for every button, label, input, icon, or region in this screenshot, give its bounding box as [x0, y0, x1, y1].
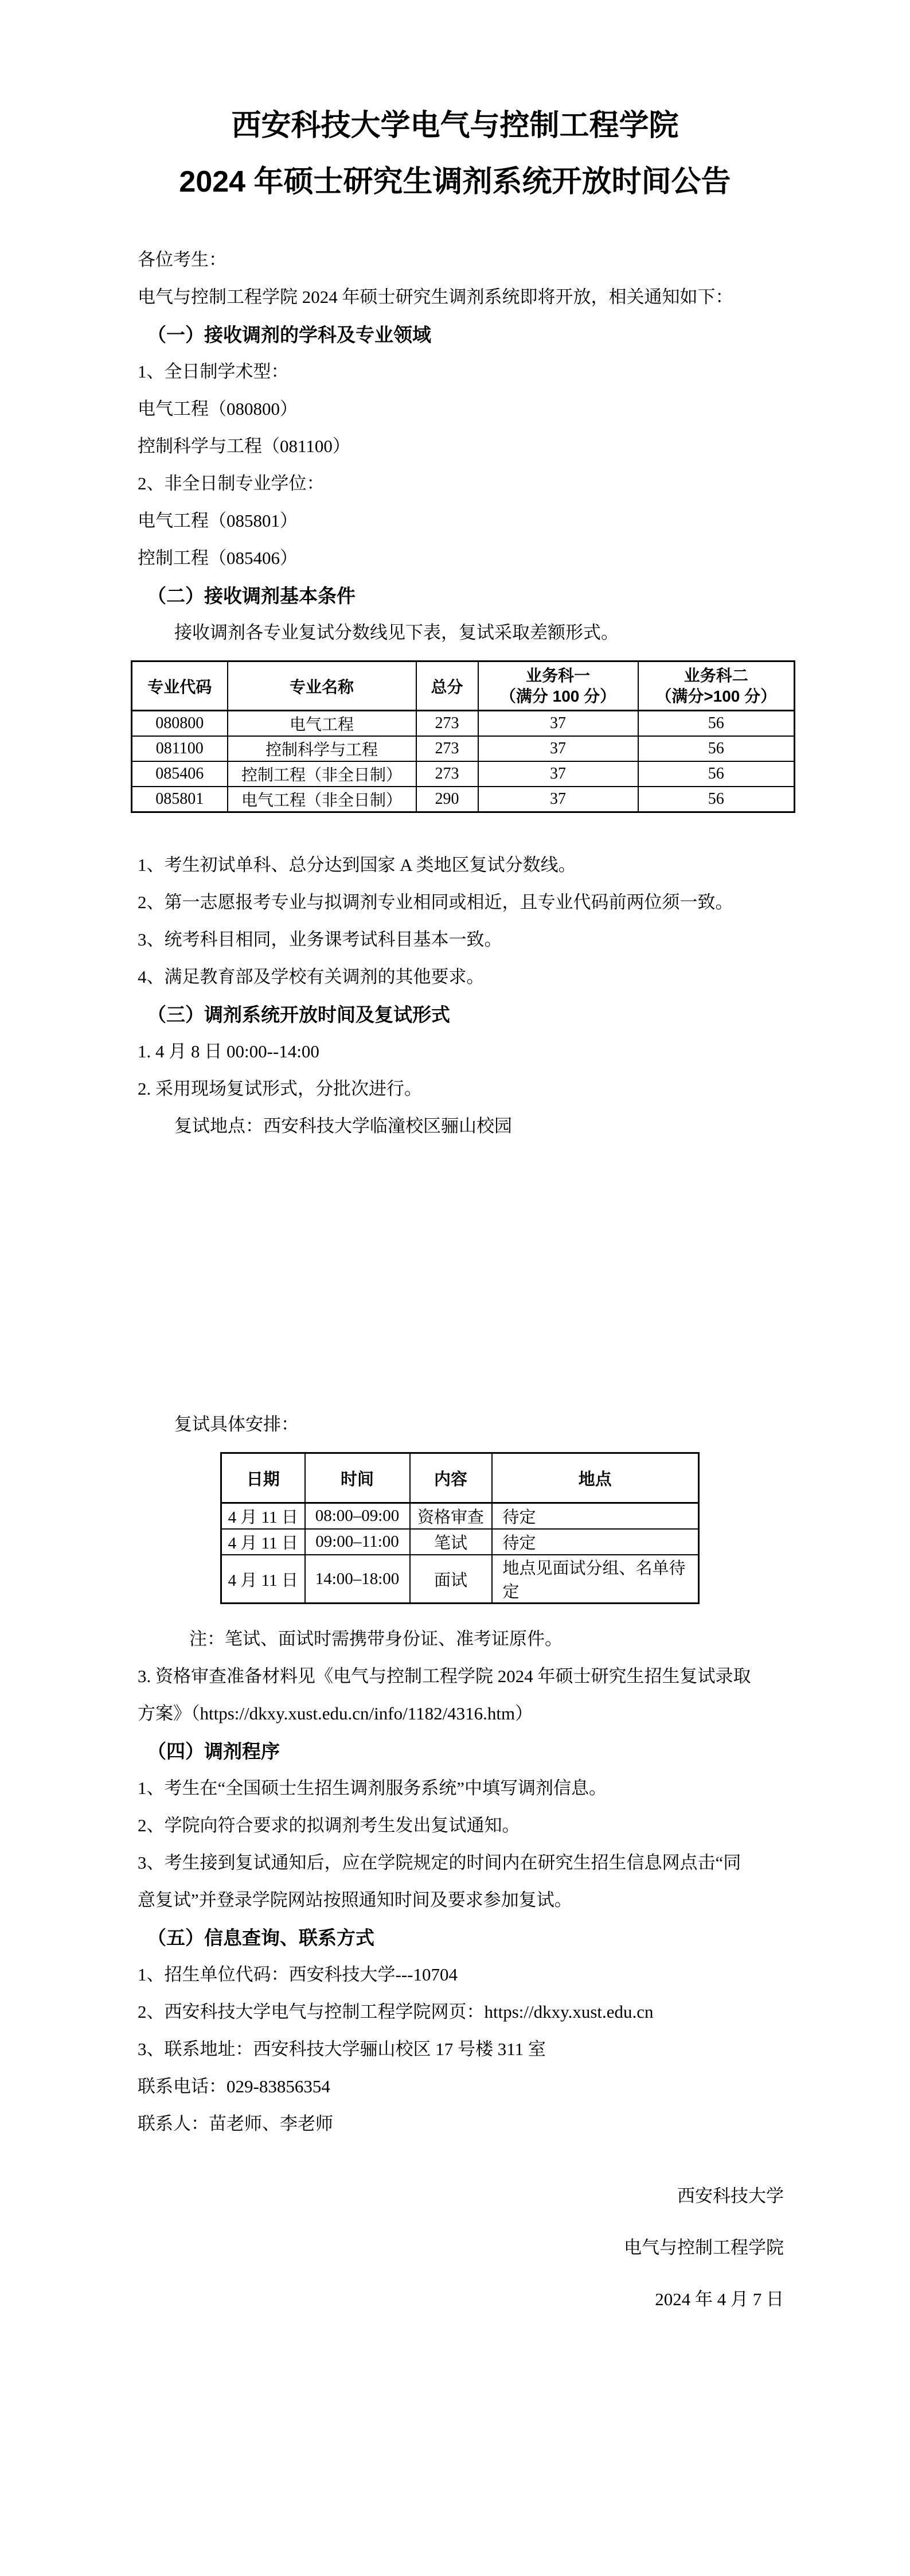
section2-heading: （二）接收调剂基本条件 — [147, 585, 356, 606]
section1-lines — [138, 362, 784, 568]
section3-item: 1. 4 月 8 日 00:00--14:00 — [138, 1041, 319, 1061]
schedule-table-row — [221, 1555, 699, 1604]
cell-major-code: 081100 — [132, 736, 228, 761]
cell-time: 09:00–11:00 — [305, 1529, 410, 1555]
cell-major-code: 085801 — [132, 787, 228, 812]
section1-line: 控制工程（085406） — [138, 548, 298, 568]
schedule-table-row — [221, 1503, 699, 1530]
cell-subject1-score: 37 — [478, 736, 638, 761]
document-body — [0, 199, 910, 2309]
col-header-subject1 — [478, 661, 638, 711]
contact-person-line: 联系人：苗老师、李老师 — [138, 2114, 333, 2134]
cell-subject1-score: 37 — [478, 787, 638, 812]
col-header-total-score: 总分 — [416, 661, 478, 711]
condition-line: 1、考生初试单科、总分达到国家 A 类地区复试分数线。 — [138, 855, 576, 875]
schedule-note: 注：笔试、面试时需携带身份证、准考证原件。 — [189, 1629, 563, 1649]
cell-content: 笔试 — [410, 1529, 492, 1555]
cell-date: 4 月 11 日 — [221, 1555, 305, 1604]
cell-place: 待定 — [492, 1503, 699, 1530]
schedule-table-header-row — [221, 1453, 699, 1503]
score-table-row — [132, 711, 795, 737]
cell-total-score: 273 — [416, 761, 478, 787]
score-table-header-row — [132, 661, 795, 711]
cell-subject2-score: 56 — [638, 736, 795, 761]
materials-line-2: 方案》（https://dkxy.xust.edu.cn/info/1182/4316.htm） — [138, 1703, 533, 1723]
document-title — [0, 0, 910, 199]
contact-phone-line: 联系电话：029-83856354 — [138, 2076, 330, 2096]
cell-subject1-score: 37 — [478, 711, 638, 737]
section5-line: 2、西安科技大学电气与控制工程学院网页：https://dkxy.xust.edu.cn — [138, 2002, 654, 2022]
cell-content: 资格审查 — [410, 1503, 492, 1530]
materials-line-1: 3. 资格审查准备材料见《电气与控制工程学院 2024 年硕士研究生招生复试录取 — [138, 1666, 751, 1686]
cell-total-score: 273 — [416, 711, 478, 737]
col-header-place: 地点 — [492, 1453, 699, 1503]
section4-line: 3、考生接到复试通知后，应在学院规定的时间内在研究生招生信息网点击“同 — [138, 1853, 741, 1873]
cell-major-name: 电气工程（非全日制） — [228, 787, 416, 812]
retest-schedule-table — [220, 1452, 700, 1604]
subject2-fullmark: （满分>100 分） — [655, 687, 777, 705]
section4-line: 1、考生在“全国硕士生招生调剂服务系统”中填写调剂信息。 — [138, 1778, 607, 1798]
section4-lines — [138, 1779, 784, 1910]
retest-location-line: 复试地点：西安科技大学临潼校区骊山校园 — [174, 1116, 512, 1136]
schedule-table-body — [221, 1503, 699, 1604]
col-header-major-code: 专业代码 — [132, 661, 228, 711]
col-header-time: 时间 — [305, 1453, 410, 1503]
cell-time: 08:00–09:00 — [305, 1503, 410, 1530]
col-header-subject2 — [638, 661, 795, 711]
section4-line: 2、学院向符合要求的拟调剂考生发出复试通知。 — [138, 1815, 520, 1835]
page-break-spacer — [138, 1154, 784, 1415]
title-line-1: 西安科技大学电气与控制工程学院 — [231, 109, 679, 142]
cell-subject2-score: 56 — [638, 761, 795, 787]
signature-block — [138, 2186, 784, 2309]
section3-item: 2. 采用现场复试形式，分批次进行。 — [138, 1079, 422, 1099]
section1-line: 1、全日制学术型： — [138, 361, 289, 382]
section2-intro: 接收调剂各专业复试分数线见下表，复试采取差额形式。 — [174, 622, 619, 643]
cell-major-name: 控制工程（非全日制） — [228, 761, 416, 787]
cell-place: 地点见面试分组、名单待定 — [492, 1555, 699, 1604]
condition-line: 2、第一志愿报考专业与拟调剂专业相同或相近，且专业代码前两位须一致。 — [138, 892, 733, 912]
cell-total-score: 273 — [416, 736, 478, 761]
col-header-content: 内容 — [410, 1453, 492, 1503]
score-table-body — [132, 711, 795, 812]
signature-lines — [138, 2186, 784, 2309]
section1-line: 电气工程（080800） — [138, 399, 298, 419]
cell-subject1-score: 37 — [478, 761, 638, 787]
cell-total-score: 290 — [416, 787, 478, 812]
subject1-fullmark: （满分 100 分） — [499, 687, 616, 705]
cell-subject2-score: 56 — [638, 711, 795, 737]
signature-line: 电气与控制工程学院 — [624, 2238, 784, 2258]
greeting-line: 各位考生： — [138, 250, 226, 270]
cell-major-code: 080800 — [132, 711, 228, 737]
schedule-table-row — [221, 1529, 699, 1555]
cell-date: 4 月 11 日 — [221, 1529, 305, 1555]
opening-line: 电气与控制工程学院 2024 年硕士研究生调剂系统即将开放，相关通知如下： — [138, 287, 733, 307]
section1-heading: （一）接收调剂的学科及专业领域 — [147, 324, 431, 345]
subject2-title: 业务科二 — [684, 666, 748, 684]
cell-content: 面试 — [410, 1555, 492, 1604]
section4-line: 意复试”并登录学院网站按照通知时间及要求参加复试。 — [138, 1890, 572, 1910]
col-header-major-name: 专业名称 — [228, 661, 416, 711]
score-table-row — [132, 787, 795, 812]
section1-line: 2、非全日制专业学位： — [138, 473, 325, 493]
cell-major-name: 电气工程 — [228, 711, 416, 737]
signature-line: 2024 年 4 月 7 日 — [655, 2289, 784, 2309]
signature-line: 西安科技大学 — [677, 2186, 784, 2206]
cell-time: 14:00–18:00 — [305, 1555, 410, 1604]
cell-place: 待定 — [492, 1529, 699, 1555]
condition-line: 3、统考科目相同，业务课考试科目基本一致。 — [138, 929, 502, 950]
score-table-row — [132, 736, 795, 761]
section5-line: 1、招生单位代码：西安科技大学---10704 — [138, 1964, 458, 1984]
subject1-title: 业务科一 — [525, 666, 590, 684]
title-line-2: 2024 年硕士研究生调剂系统开放时间公告 — [179, 165, 731, 199]
condition-line: 4、满足教育部及学校有关调剂的其他要求。 — [138, 967, 485, 987]
schedule-label: 复试具体安排： — [174, 1414, 299, 1434]
cell-major-code: 085406 — [132, 761, 228, 787]
score-table-row — [132, 761, 795, 787]
cell-date: 4 月 11 日 — [221, 1503, 305, 1530]
cell-subject2-score: 56 — [638, 787, 795, 812]
section5-line: 3、联系地址：西安科技大学骊山校区 17 号楼 311 室 — [138, 2039, 546, 2059]
section4-heading: （四）调剂程序 — [147, 1741, 280, 1762]
cell-major-name: 控制科学与工程 — [228, 736, 416, 761]
col-header-date: 日期 — [221, 1453, 305, 1503]
section3-heading: （三）调剂系统开放时间及复试形式 — [147, 1004, 450, 1025]
section2-conditions — [138, 855, 784, 987]
section1-line: 电气工程（085801） — [138, 511, 298, 531]
section1-line: 控制科学与工程（081100） — [138, 436, 350, 456]
section5-heading: （五）信息查询、联系方式 — [147, 1927, 374, 1948]
section5-lines — [138, 1965, 784, 2059]
section3-items — [138, 1042, 784, 1099]
score-line-table — [131, 660, 795, 813]
